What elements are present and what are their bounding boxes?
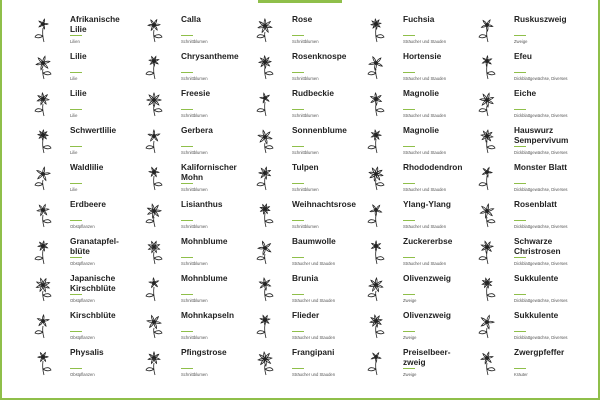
magnolia-icon: [361, 87, 391, 117]
plant-tile: [472, 84, 583, 121]
plant-name: Rudbeckie: [292, 88, 334, 98]
plant-category: Sträucher und Stauden: [403, 150, 447, 155]
plant-tile: [28, 84, 139, 121]
plant-name: Kalifornischer Mohn: [181, 162, 237, 182]
poppy-icon: [139, 235, 169, 265]
brunia-icon: [250, 272, 280, 302]
gerbera-icon: [139, 124, 169, 154]
accent-rule: [514, 294, 526, 295]
monstera-leaf-icon: [472, 161, 502, 191]
plant-category: Kräuter: [514, 372, 528, 377]
accent-rule: [181, 109, 193, 110]
poppy-icon: [139, 161, 169, 191]
plant-tile: [250, 232, 361, 269]
accent-rule: [403, 109, 415, 110]
plant-tile: [472, 121, 583, 158]
plant-tile: [250, 10, 361, 47]
plant-category: Dickblattgewächse, Diverses: [514, 335, 568, 340]
plant-name: Flieder: [292, 310, 320, 320]
plant-category: Schnittblumen: [292, 224, 319, 229]
plant-category: Lilie: [70, 76, 78, 81]
plant-category: Sträucher und Stauden: [292, 335, 336, 340]
accent-rule: [292, 220, 304, 221]
accent-rule: [292, 109, 304, 110]
plant-tile: [139, 343, 250, 380]
plant-tile: [250, 195, 361, 232]
plant-tile: [250, 306, 361, 343]
sunflower-icon: [250, 124, 280, 154]
plant-category: Schnittblumen: [181, 224, 208, 229]
plant-tile: [361, 158, 472, 195]
plant-tile: [361, 84, 472, 121]
accent-rule: [403, 331, 415, 332]
accent-rule: [514, 146, 526, 147]
accent-rule: [514, 109, 526, 110]
plant-tile: [139, 84, 250, 121]
oak-icon: [472, 87, 502, 117]
accent-rule: [514, 183, 526, 184]
plant-tile: [250, 121, 361, 158]
accent-rule: [181, 72, 193, 73]
plant-category: Sträucher und Stauden: [403, 224, 447, 229]
plant-category: Zweige: [403, 335, 417, 340]
plant-name: Hauswurz Sempervivum: [514, 125, 569, 145]
plant-name: Granatapfel-blüte: [70, 236, 119, 256]
accent-rule: [70, 257, 82, 258]
plant-tile: [361, 232, 472, 269]
plant-category: Obstpflanzen: [70, 261, 95, 266]
plant-category: Schnittblumen: [181, 372, 208, 377]
plant-tile: [472, 10, 583, 47]
plant-tile: [472, 158, 583, 195]
agapanthus-icon: [28, 13, 58, 43]
olive-branch-icon: [361, 272, 391, 302]
plant-name: Lilie: [70, 88, 87, 98]
plant-category: Schnittblumen: [181, 39, 208, 44]
plant-name: Mohnblume: [181, 236, 228, 246]
ylang-ylang-icon: [361, 198, 391, 228]
plant-category: Sträucher und Stauden: [403, 187, 447, 192]
plant-tile: [250, 84, 361, 121]
sugar-pea-icon: [361, 235, 391, 265]
plant-name: Rose: [292, 14, 313, 24]
accent-rule: [403, 220, 415, 221]
accent-rule: [292, 294, 304, 295]
rose-leaf-icon: [472, 198, 502, 228]
plant-name: Ylang-Ylang: [403, 199, 451, 209]
accent-rule: [181, 146, 193, 147]
plant-name: Frangipani: [292, 347, 335, 357]
plant-tile: [139, 158, 250, 195]
plant-name: Lisianthus: [181, 199, 223, 209]
plant-category: Obstpflanzen: [70, 224, 95, 229]
accent-rule: [181, 368, 193, 369]
accent-rule: [514, 257, 526, 258]
succulent-icon: [472, 309, 502, 339]
plant-name: Efeu: [514, 51, 532, 61]
plant-name: Brunia: [292, 273, 319, 283]
plant-tile: [361, 343, 472, 380]
plant-name: Lilie: [70, 51, 87, 61]
tulip-icon: [250, 161, 280, 191]
accent-rule: [181, 183, 193, 184]
hydrangea-icon: [361, 50, 391, 80]
plant-category: Schnittblumen: [292, 39, 319, 44]
plant-name: Japanische Kirschblüte: [70, 273, 116, 293]
plant-name: Schwarze Christrosen: [514, 236, 561, 256]
plant-name: Freesie: [181, 88, 211, 98]
plant-tile: [28, 195, 139, 232]
plant-category: Dickblattgewächse, Diverses: [514, 298, 568, 303]
plant-name: Sonnenblume: [292, 125, 347, 135]
plant-category: Lilien: [70, 39, 80, 44]
plant-name: Physalis: [70, 347, 104, 357]
accent-rule: [292, 72, 304, 73]
sempervivum-icon: [472, 124, 502, 154]
plant-tile: [250, 47, 361, 84]
accent-rule: [403, 72, 415, 73]
frame-left-line: [0, 0, 2, 400]
plant-name: Weihnachtsrose: [292, 199, 356, 209]
plant-tile: [361, 47, 472, 84]
plant-category: Obstpflanzen: [70, 372, 95, 377]
accent-rule: [292, 257, 304, 258]
plant-tile: [139, 10, 250, 47]
plant-category: Schnittblumen: [181, 76, 208, 81]
plant-category: Zweige: [403, 298, 417, 303]
lilac-icon: [250, 309, 280, 339]
accent-rule: [70, 183, 82, 184]
accent-rule: [70, 146, 82, 147]
plant-tile: [28, 269, 139, 306]
plant-name: Hortensie: [403, 51, 442, 61]
rhododendron-icon: [361, 161, 391, 191]
plant-category: Sträucher und Stauden: [403, 261, 447, 266]
accent-rule: [181, 257, 193, 258]
strawberry-icon: [28, 198, 58, 228]
plant-name: Pfingstrose: [181, 347, 227, 357]
plant-category: Schnittblumen: [292, 150, 319, 155]
accent-rule: [70, 331, 82, 332]
plant-name: Zwergpfeffer: [514, 347, 565, 357]
iris-icon: [28, 124, 58, 154]
hellebore-icon: [472, 235, 502, 265]
plant-name: Ruskuszweig: [514, 14, 567, 24]
plant-category: Schnittblumen: [292, 76, 319, 81]
plant-name: Tulpen: [292, 162, 319, 172]
plant-category: Sträucher und Stauden: [292, 298, 336, 303]
plant-category: Sträucher und Stauden: [292, 261, 336, 266]
plant-name: Chrysantheme: [181, 51, 239, 61]
plant-name: Eiche: [514, 88, 537, 98]
plant-name: Mohnkapseln: [181, 310, 235, 320]
plant-name: Rosenblatt: [514, 199, 557, 209]
ruscus-branch-icon: [472, 13, 502, 43]
plant-category: Sträucher und Stauden: [403, 76, 447, 81]
accent-rule: [292, 368, 304, 369]
accent-rule: [292, 183, 304, 184]
plant-name: Erdbeere: [70, 199, 106, 209]
rosebud-icon: [250, 50, 280, 80]
plant-tile: [361, 269, 472, 306]
plant-name: Monster Blatt: [514, 162, 568, 172]
plant-name: Olivenzweig: [403, 310, 451, 320]
accent-rule: [292, 146, 304, 147]
cherry-blossom-icon: [28, 309, 58, 339]
peony-icon: [139, 346, 169, 376]
cotton-icon: [250, 235, 280, 265]
plant-tile: [361, 195, 472, 232]
top-accent-bar: [258, 0, 342, 3]
plant-name: Schwertlilie: [70, 125, 117, 135]
accent-rule: [403, 294, 415, 295]
plant-category: Obstpflanzen: [70, 335, 95, 340]
plant-name: Fuchsia: [403, 14, 435, 24]
chrysanthemum-icon: [139, 50, 169, 80]
poppy-capsule-icon: [139, 309, 169, 339]
plant-name: Olivenzweig: [403, 273, 451, 283]
plant-name: Rhododendron: [403, 162, 463, 172]
accent-rule: [70, 72, 82, 73]
accent-rule: [514, 220, 526, 221]
pomegranate-icon: [28, 235, 58, 265]
frangipani-icon: [250, 346, 280, 376]
plant-category: Schnittblumen: [181, 298, 208, 303]
accent-rule: [514, 72, 526, 73]
plant-name: Rosenknospe: [292, 51, 347, 61]
plant-tile: [28, 306, 139, 343]
plant-name: Mohnblume: [181, 273, 228, 283]
plant-category: Schnittblumen: [292, 113, 319, 118]
poppy-icon: [139, 272, 169, 302]
fuchsia-icon: [361, 13, 391, 43]
cherry-blossom-icon: [28, 272, 58, 302]
accent-rule: [70, 368, 82, 369]
plant-category: Schnittblumen: [181, 113, 208, 118]
plant-category: Zweige: [403, 372, 417, 377]
plant-category: Schnittblumen: [292, 187, 319, 192]
plant-category: Lilie: [70, 113, 78, 118]
plant-tile: [250, 158, 361, 195]
accent-rule: [70, 109, 82, 110]
magnolia-icon: [361, 124, 391, 154]
accent-rule: [181, 331, 193, 332]
calla-icon: [139, 13, 169, 43]
accent-rule: [70, 220, 82, 221]
plant-tile: [472, 195, 583, 232]
physalis-icon: [28, 346, 58, 376]
plant-category: Obstpflanzen: [70, 298, 95, 303]
plant-name: Magnolie: [403, 125, 439, 135]
rose-icon: [250, 13, 280, 43]
plant-category: Schnittblumen: [181, 261, 208, 266]
plant-icon-grid: [28, 10, 583, 380]
peperomia-icon: [472, 346, 502, 376]
plant-category: Sträucher und Stauden: [403, 113, 447, 118]
accent-rule: [292, 331, 304, 332]
plant-tile: [139, 195, 250, 232]
plant-category: Sträucher und Stauden: [292, 372, 336, 377]
plant-name: Sukkulente: [514, 310, 559, 320]
plant-category: Schnittblumen: [181, 335, 208, 340]
cranberry-branch-icon: [361, 346, 391, 376]
accent-rule: [403, 183, 415, 184]
accent-rule: [514, 331, 526, 332]
accent-rule: [292, 35, 304, 36]
succulent-icon: [472, 272, 502, 302]
plant-name: Zuckererbse: [403, 236, 453, 246]
lily-icon: [28, 87, 58, 117]
plant-tile: [139, 121, 250, 158]
accent-rule: [181, 294, 193, 295]
accent-rule: [70, 294, 82, 295]
plant-name: Calla: [181, 14, 201, 24]
plant-name: Baumwolle: [292, 236, 336, 246]
accent-rule: [403, 368, 415, 369]
plant-tile: [28, 158, 139, 195]
plant-name: Kirschblüte: [70, 310, 116, 320]
plant-tile: [139, 47, 250, 84]
freesia-icon: [139, 87, 169, 117]
plant-tile: [472, 343, 583, 380]
plant-category: Dickblattgewächse, Diverses: [514, 150, 568, 155]
plant-tile: [250, 269, 361, 306]
plant-name: Preiselbeer-zweig: [403, 347, 451, 367]
plant-tile: [28, 10, 139, 47]
plant-category: Zweige: [514, 39, 528, 44]
plant-category: Dickblattgewächse, Diverses: [514, 113, 568, 118]
plant-name: Waldlilie: [70, 162, 104, 172]
plant-tile: [28, 121, 139, 158]
plant-tile: [361, 306, 472, 343]
plant-tile: [139, 232, 250, 269]
lily-icon: [28, 50, 58, 80]
rudbeckia-icon: [250, 87, 280, 117]
plant-category: Dickblattgewächse, Diverses: [514, 224, 568, 229]
accent-rule: [181, 220, 193, 221]
plant-category: Dickblattgewächse, Diverses: [514, 76, 568, 81]
plant-tile: [472, 269, 583, 306]
plant-tile: [361, 121, 472, 158]
plant-tile: [472, 306, 583, 343]
plant-category: Lilie: [70, 187, 78, 192]
accent-rule: [403, 146, 415, 147]
plant-category: Schnittblumen: [181, 187, 208, 192]
ivy-icon: [472, 50, 502, 80]
accent-rule: [181, 35, 193, 36]
olive-branch-icon: [361, 309, 391, 339]
plant-name: Gerbera: [181, 125, 213, 135]
plant-tile: [139, 306, 250, 343]
plant-tile: [28, 343, 139, 380]
plant-name: Afrikanische Lilie: [70, 14, 120, 34]
accent-rule: [403, 35, 415, 36]
christmas-rose-icon: [250, 198, 280, 228]
plant-category: Dickblattgewächse, Diverses: [514, 261, 568, 266]
plant-category: Dickblattgewächse, Diverses: [514, 187, 568, 192]
plant-name: Sukkulente: [514, 273, 559, 283]
accent-rule: [514, 35, 526, 36]
lily-icon: [28, 161, 58, 191]
plant-category: Sträucher und Stauden: [403, 39, 447, 44]
accent-rule: [70, 35, 82, 36]
plant-tile: [361, 10, 472, 47]
plant-tile: [28, 47, 139, 84]
accent-rule: [514, 368, 526, 369]
plant-tile: [139, 269, 250, 306]
plant-tile: [472, 232, 583, 269]
plant-category: Schnittblumen: [181, 150, 208, 155]
lisianthus-icon: [139, 198, 169, 228]
plant-tile: [250, 343, 361, 380]
plant-category: Lilie: [70, 150, 78, 155]
plant-name: Magnolie: [403, 88, 439, 98]
plant-tile: [28, 232, 139, 269]
accent-rule: [403, 257, 415, 258]
plant-tile: [472, 47, 583, 84]
